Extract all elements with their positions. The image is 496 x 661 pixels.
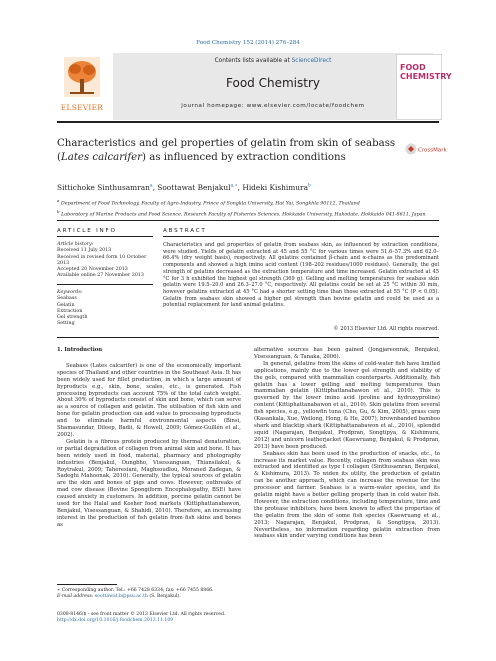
elsevier-wordmark: ELSEVIER <box>60 103 104 112</box>
article-info-heading: ARTICLE INFO <box>57 228 117 234</box>
abstract-copyright: © 2013 Elsevier Ltd. All rights reserved. <box>333 326 439 332</box>
journal-cover-thumbnail[interactable] <box>396 54 452 120</box>
corresponding-footnote: ∗ Corresponding author. Tel.: +66 7428 6334; fax: +66 7455 8866. E-mail address: soottawat.b@psu.ac.th (S. Benjakul). <box>57 588 214 600</box>
body-paragraph: Seabass (Lates calcarifer) is one of the economically important species of Thailand and other countries in the Southeast Asia. It has been widely used for fillet production, in which a large amount of byproducts e.g., skin, bone, scales, etc., is generated. Fish processing byproducts can account 75% of the total catch weight. About 30% of byproducts consist of skin and bone, which can serve as a source of collagen and gelatin. The utilisation of fish skin and bone for gelatin production can add value to processing byproducts and to eliminate harmful environmental aspects (Binsi, Shamasundar, Dileep, Badii, & Howell, 2009; Gómez-Guillén et al., 2002). <box>57 362 241 438</box>
keyword: Gel strength <box>57 315 88 321</box>
body-paragraph: Seabass skin has been used in the production of snacks, etc., to increase its market value. Recently, collagen from seabass skin was extracted and identified as type I collagen (Sinthusamran, Benjakul, & Kishimura, 2013). To widen its utility, the production of gelatin can be another approach, which can increase the revenue for the processor and farmer. Seabass is a warm-water species, and its gelatin might have a better gelling property than in cold water fish. However, the extraction conditions, including temperature, time and the protease inhibitors, have been known to affect the properties of the gelatin from the skin of some fish species (Kaewruang et al., 2013; Nagarajan, Benjakul, Prodpran, & Songtipya, 2013). Nevertheless, no information regarding gelatin extraction from seabass skin under varying conditions has been <box>254 450 440 540</box>
article-title: Characteristics and gel properties of gelatin from skin of seabass (Lates calcarifer) as influenced by extraction conditions <box>57 138 396 163</box>
author-name[interactable]: Soottawat Benjakul <box>157 183 231 192</box>
crossmark-label: CrossMark <box>418 147 447 154</box>
body-paragraph: Gelatin is a fibrous protein produced by thermal denaturation, or partial degradation of collagen from animal skin and bone. It has been widely used in food, material, pharmacy and photography industries (Benjakul, Oungbho, Visessanguan, Thiansilakul, & Roytrakul, 2009; Taheresiani, Maghsoudlou, Moraned Zadegan, & Sadeghi Mahoonak, 2010). Generally, the typical sources of gelatin are the skin and bones of pigs and cows. However, outbreaks of mad cow disease (Bovine Spongiform Encephalopathy, BSE) have caused anxiety in customers. In addition, porcine gelatin cannot be used for the Halal and Kosher food markets (Kittiphattanabawon, Benjakul, Visessanguan, & Shahidi, 2010). Therefore, an increasing interest in the production of fish gelatin from fish skins and bones as <box>57 438 241 528</box>
body-right-column <box>254 347 440 540</box>
section-rule <box>57 220 439 221</box>
footnote-rule <box>57 584 117 585</box>
keyword: Extraction <box>57 308 83 314</box>
journal-homepage-link[interactable]: journal homepage: www.elsevier.com/locate/foodchem <box>181 103 365 109</box>
affiliations: $^a$ Department of Food Technology, Faculty of Agro-Industry, Prince of Songkla University, Hat Yai, Songkhla 90112, Thailand $^b$ Laboratory of Marine Products and Food Science, Research Faculty of Fisheries Sciences, Hokkaido University, Hakodate, Hokkaido 041-8611, Japan <box>57 198 426 218</box>
info-rule <box>57 236 153 237</box>
journal-masthead <box>57 53 452 120</box>
keyword: Seabass <box>57 296 77 302</box>
body-paragraph: alternative sources has been gained (Jongjareonrak, Benjakul, Visessanguan, & Tanaka, 2006). <box>254 347 440 360</box>
keyword: Gelatin <box>57 302 75 308</box>
keywords-rule <box>57 284 153 285</box>
journal-title: Food Chemistry <box>226 76 320 90</box>
elsevier-tree-icon <box>64 57 100 97</box>
cover-title: FOOD CHEMISTRY <box>400 63 452 81</box>
author-name[interactable]: Sittichoke Sinthusamran <box>57 183 150 192</box>
author-name[interactable]: Hideki Kishimura <box>242 183 308 192</box>
keywords: Keywords: Seabass Gelatin Extraction Gel strength Setting <box>57 290 153 328</box>
article-history: Article history: Received 11 July 2013 Received in revised form 10 October 2013 Accepted 20 November 2013 Available online 27 November 2013 <box>57 242 147 279</box>
author-list: Sittichoke Sinthusamran$^a$, Soottawat Benjakul$^{a,∗}$, Hideki Kishimura$^b$ <box>57 183 311 192</box>
crossmark-icon[interactable] <box>405 142 447 156</box>
sciencedirect-link[interactable]: ScienceDirect <box>291 58 332 64</box>
keyword: Setting <box>57 321 75 327</box>
body-paragraph: In general, gelatins from the skins of cold-water fish have limited applications, mainly due to the lower gel strength and stability of the gels, compared with mammalian counterparts. Additionally, fish gelatin has a lower gelling and melting temperatures than mammalian gelatin (Kittiphattanabawon et al., 2010). This is governed by the lower imino acid (proline and hydroxyproline) content (Kittiphattanabawon et al., 2010). Skin gelatins from several fish species, e.g., yellowfin tuna (Cho, Gu, & Kim, 2005), grass carp (Kasankala, Xue, Weilong, Hong, & He, 2007), brownbanded bamboo shark and blacktip shark (Kittiphattanabawon et al., 2010), splendid squid (Nagarajan, Benjakul, Prodpran, Songtipya, & Kishimura, 2012) and unicorn leatherjacket (Kaewruang, Benjakul, & Prodpran, 2013) have been produced. <box>254 360 441 450</box>
body-left-column <box>57 347 241 529</box>
abstract-heading: ABSTRACT <box>163 228 207 234</box>
journal-reference-link[interactable]: Food Chemistry 152 (2014) 276–284 <box>196 40 300 46</box>
masthead-banner <box>113 53 433 120</box>
email-link[interactable]: soottawat.b@psu.ac.th <box>94 594 148 600</box>
section-heading: 1. Introduction <box>57 347 103 353</box>
issn-block: 0308-8146/$ - see front matter © 2013 Elsevier Ltd. All rights reserved. http://dx.doi.org/10.1016/j.foodchem.2013.11.109 <box>57 612 307 624</box>
abstract-bottom-rule <box>57 337 439 338</box>
abstract-rule <box>163 236 439 237</box>
masthead-rule <box>57 121 439 123</box>
elsevier-logo[interactable] <box>57 55 107 117</box>
doi-link[interactable]: http://dx.doi.org/10.1016/j.foodchem.2013.11.109 <box>57 618 174 624</box>
contents-available-line: Contents lists available at ScienceDirect <box>214 58 332 64</box>
abstract-text: Characteristics and gel properties of gelatin from seabass skin, as influenced by extraction conditions, were studied. Yields of gelatin extracted at 45 and 55 °C for various times were 51.6–57.3% and 62.0–66.4% (dry weight basis), respectively. All gelatins contained β-chain and α-chains as the predominant components and showed a high imino acid content (198–202 residues/1000 residues). Generally, the gel strength of gelatins decreased as the extraction temperature and time increased. Gelatin extracted at 45 °C for 3 h exhibited the highest gel strength (369 g). Gelling and melting temperatures for seabass skin gelatin were 19.5–20.0 and 26.3–27.0 °C, respectively. All gelatins could be set at 25 °C within 30 min, however gelatins extracted at 45 °C had a shorter setting time than those extracted at 55 °C (P < 0.05). Gelatin from seabass skin showed a higher gel strength than bovine gelatin and could be used as a potential replacement for land animal gelatins. <box>163 242 439 309</box>
